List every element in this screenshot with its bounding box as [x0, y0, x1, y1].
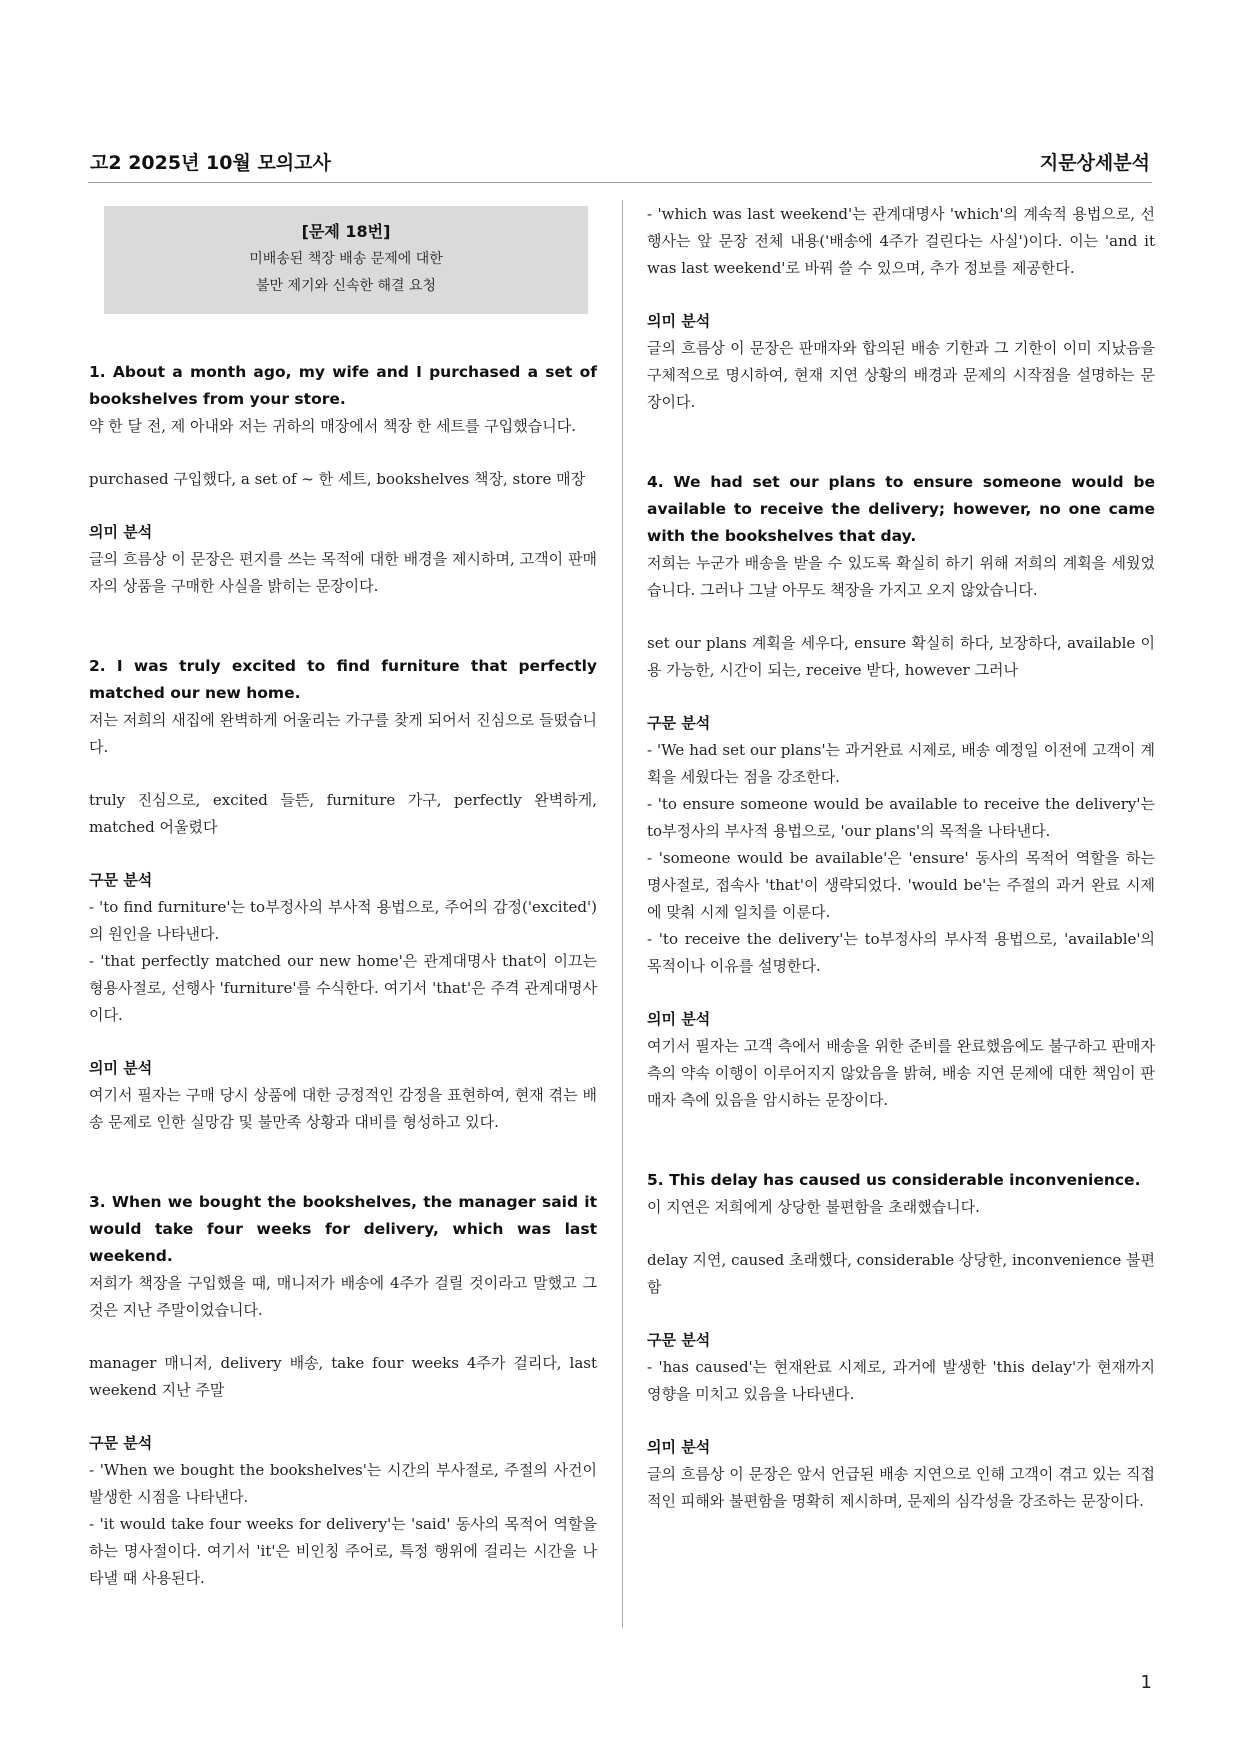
- english-sentence: 2. I was truly excited to find furniture that perfectly matched our new home.: [89, 657, 597, 702]
- syntax-heading: 구문 분석: [647, 1331, 711, 1349]
- sentence-2-section: [89, 653, 597, 1136]
- korean-translation: 이 지연은 저희에게 상당한 불편함을 초래했습니다.: [647, 1198, 980, 1216]
- syntax-point: - 'that perfectly matched our new home'은 관계대명사 that이 이끄는 형용사절로, 선행사 'furniture'를 수식한다. 여기서 'that'은 주격 관계대명사이다.: [89, 952, 597, 1024]
- korean-translation: 저희가 책장을 구입했을 때, 매니저가 배송에 4주가 걸릴 것이라고 말했고 그것은 지난 주말이었습니다.: [89, 1274, 597, 1319]
- syntax-point: - 'When we bought the bookshelves'는 시간의 부사절로, 주절의 사건이 발생한 시점을 나타낸다.: [89, 1461, 597, 1506]
- korean-translation: 저는 저희의 새집에 완벽하게 어울리는 가구를 찾게 되어서 진심으로 들떴습니다.: [89, 711, 597, 756]
- meaning-heading: 의미 분석: [647, 312, 711, 330]
- syntax-point: - 'to find furniture'는 to부정사의 부사적 용법으로, 주어의 감정('excited')의 원인을 나타낸다.: [89, 898, 597, 943]
- meaning-analysis: 여기서 필자는 고객 측에서 배송을 위한 준비를 완료했음에도 불구하고 판매자 측의 약속 이행이 이루어지지 않았음을 밝혀, 배송 지연 문제에 대한 책임이 판매자 측에 있음을 암시하는 문장이다.: [647, 1037, 1155, 1109]
- syntax-point: - 'someone would be available'은 'ensure' 동사의 목적어 역할을 하는 명사절로, 접속사 'that'이 생략되었다. 'would be'는 주절의 과거 완료 시제에 맞춰 시제 일치를 이룬다.: [647, 849, 1155, 921]
- problem-number: [문제 18번]: [301, 222, 391, 241]
- column-divider: [622, 200, 623, 1628]
- syntax-heading: 구문 분석: [89, 1434, 153, 1452]
- korean-translation: 약 한 달 전, 제 아내와 저는 귀하의 매장에서 책장 한 세트를 구입했습니다.: [89, 417, 576, 435]
- sentence-3-section: [89, 1189, 597, 1592]
- meaning-heading: 의미 분석: [647, 1438, 711, 1456]
- vocabulary: delay 지연, caused 초래했다, considerable 상당한, inconvenience 불편함: [647, 1251, 1155, 1296]
- sentence-1-section: [89, 359, 597, 600]
- meaning-analysis: 글의 흐름상 이 문장은 앞서 언급된 배송 지연으로 인해 고객이 겪고 있는 직접적인 피해와 불편함을 명확히 제시하며, 문제의 심각성을 강조하는 문장이다.: [647, 1465, 1155, 1510]
- meaning-analysis: 글의 흐름상 이 문장은 판매자와 합의된 배송 기한과 그 기한이 이미 지났음을 구체적으로 명시하여, 현재 지연 상황의 배경과 문제의 시작점을 설명하는 문장이다.: [647, 339, 1155, 411]
- problem-summary-line: 미배송된 책장 배송 문제에 대한: [249, 251, 443, 267]
- left-column: [89, 206, 597, 1592]
- meaning-analysis: 글의 흐름상 이 문장은 편지를 쓰는 목적에 대한 배경을 제시하며, 고객이 판매자의 상품을 구매한 사실을 밝히는 문장이다.: [89, 550, 597, 595]
- vocabulary: manager 매니저, delivery 배송, take four weeks 4주가 걸리다, last weekend 지난 주말: [89, 1354, 597, 1399]
- header-divider: [88, 182, 1152, 183]
- exam-title: 고2 2025년 10월 모의고사: [90, 152, 331, 174]
- english-sentence: 3. When we bought the bookshelves, the manager said it would take four weeks for delivery, which was last weekend.: [89, 1193, 597, 1265]
- english-sentence: 1. About a month ago, my wife and I purchased a set of bookshelves from your store.: [89, 363, 597, 408]
- syntax-point: - 'which was last weekend'는 관계대명사 'which'의 계속적 용법으로, 선행사는 앞 문장 전체 내용('배송에 4주가 걸린다는 사실')이다. 이는 'and it was last weekend'로 바꿔 쓸 수 있으며, 추가 정보를 제공한다.: [647, 205, 1155, 277]
- vocabulary: truly 진심으로, excited 들뜬, furniture 가구, perfectly 완벽하게, matched 어울렸다: [89, 791, 597, 836]
- syntax-point: - 'We had set our plans'는 과거완료 시제로, 배송 예정일 이전에 고객이 계획을 세웠다는 점을 강조한다.: [647, 741, 1155, 786]
- page-number: 1: [1140, 1672, 1152, 1693]
- korean-translation: 저희는 누군가 배송을 받을 수 있도록 확실히 하기 위해 저희의 계획을 세웠었습니다. 그러나 그날 아무도 책장을 가지고 오지 않았습니다.: [647, 554, 1155, 599]
- sentence-4-section: [647, 469, 1155, 1114]
- syntax-point: - 'it would take four weeks for delivery'는 'said' 동사의 목적어 역할을 하는 명사절이다. 여기서 'it'은 비인칭 주어로, 특정 행위에 걸리는 시간을 나타낼 때 사용된다.: [89, 1515, 597, 1587]
- problem-summary-line: 불만 제기와 신속한 해결 요청: [255, 278, 437, 294]
- meaning-heading: 의미 분석: [89, 1059, 153, 1077]
- problem-box: [104, 206, 588, 314]
- english-sentence: 4. We had set our plans to ensure someone would be available to receive the delivery; however, no one came with the bookshelves that day.: [647, 473, 1155, 545]
- meaning-heading: 의미 분석: [89, 523, 153, 541]
- syntax-heading: 구문 분석: [647, 714, 711, 732]
- syntax-heading: 구문 분석: [89, 871, 153, 889]
- syntax-point: - 'has caused'는 현재완료 시제로, 과거에 발생한 'this delay'가 현재까지 영향을 미치고 있음을 나타낸다.: [647, 1358, 1155, 1403]
- right-column: [647, 201, 1155, 1515]
- meaning-analysis: 여기서 필자는 구매 당시 상품에 대한 긍정적인 감정을 표현하여, 현재 겪는 배송 문제로 인한 실망감 및 불만족 상황과 대비를 형성하고 있다.: [89, 1086, 597, 1131]
- vocabulary: purchased 구입했다, a set of ~ 한 세트, bookshelves 책장, store 매장: [89, 470, 586, 488]
- sentence-3-continued: [647, 201, 1155, 416]
- vocabulary: set our plans 계획을 세우다, ensure 확실히 하다, 보장하다, available 이용 가능한, 시간이 되는, receive 받다, however 그러나: [647, 634, 1155, 679]
- sentence-5-section: [647, 1167, 1155, 1515]
- syntax-point: - 'to receive the delivery'는 to부정사의 부사적 용법으로, 'available'의 목적이나 이유를 설명한다.: [647, 930, 1155, 975]
- syntax-point: - 'to ensure someone would be available to receive the delivery'는 to부정사의 부사적 용법으로, 'our plans'의 목적을 나타낸다.: [647, 795, 1155, 840]
- document-type: 지문상세분석: [1039, 152, 1150, 174]
- meaning-heading: 의미 분석: [647, 1010, 711, 1028]
- english-sentence: 5. This delay has caused us considerable inconvenience.: [647, 1171, 1141, 1189]
